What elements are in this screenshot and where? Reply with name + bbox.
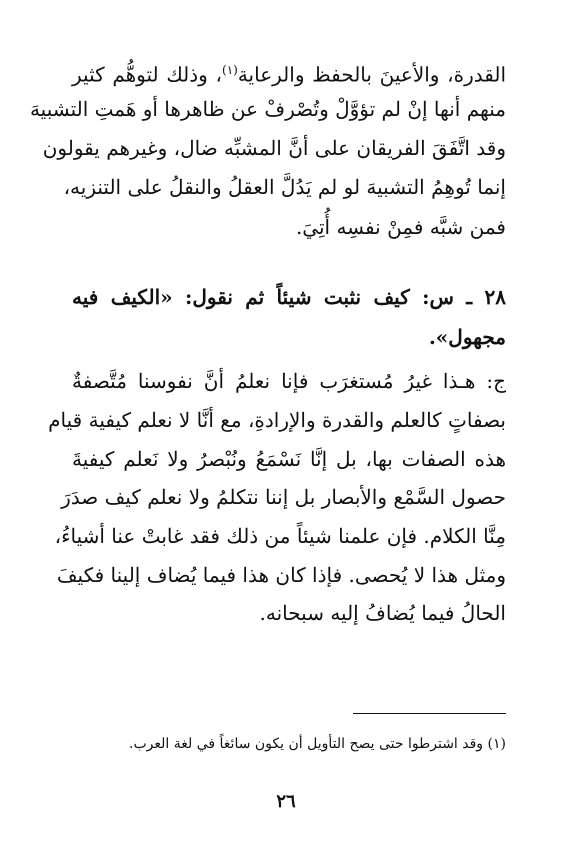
footnote-text: وقد اشترطوا حتى يصح التأويل أن يكون سائغاً في لغة العرب. [129,736,484,752]
answer-line-3: هذه الصفات بها، بل إنَّا نَسْمَعُ ونُبْصرُ ولا نَعلم كيفيةَ [72,447,506,471]
question-28-line-2: مجهول». [428,325,506,349]
answer-line-6: ومثل هذا لا يُحصى. فإذا كان هذا فيما يُضاف إلينا فكيفَ [56,563,506,587]
footnote-marker: (١) [487,736,506,752]
paragraph-1-line-4: إنما تُوهِمُ التشبيهَ لو لم يَدُلَّ العقلُ والنقلُ على التنزيه، [63,175,506,199]
paragraph-1-line-2: منهم أنها إنْ لم تؤوَّلْ وتُصْرفْ عن ظاهرها أو هَمتِ التشبيهَ [29,97,506,121]
footnote-reference-marker: (١) [222,63,238,77]
answer-line-1: ج: هـذا غيرُ مُستغرَب فإنا نعلمُ أنَّ نفوسنا مُتَّصفةٌ [72,369,506,393]
paragraph-1-line-1-tail: ، وذلك لتوهُّم كثير [72,62,222,87]
paragraph-1-line-5: فمن شبَّه فمِنْ نفسِه أُتِيَ. [295,215,506,239]
footnote [80,733,506,755]
page-number: ٢٦ [276,791,296,812]
paragraph-1-line-3: وقد اتَّفَقَ الفريقان على أنَّ المشبِّه ضال، وغيرهم يقولون [42,136,506,160]
paragraph-1-line-1-head: القدرة، والأعينَ بالحفظ والرعاية [237,62,506,87]
answer-line-4: حصول السَّمْع والأبصار بل إننا نتكلمُ ولا نعلم كيف صدَرَ [61,485,506,509]
answer-line-5: مِنَّا الكلام. فإن علمنا شيئاً من ذلك فقد غابتْ عنا أشياءُ، [54,524,506,548]
answer-line-7: الحالُ فيما يُضافُ إليه سبحانه. [259,601,506,625]
footnote-separator [353,713,506,714]
question-28-line-1: ٢٨ ـ س: كيف نثبت شيئاً ثم نقول: «الكيف فيه [72,285,506,309]
answer-line-2: بصفاتٍ كالعلم والقدرة والإرادةِ، مع أنَّا لا نعلم كيفية قيام [48,408,506,432]
paragraph-1-line-1 [72,55,506,90]
